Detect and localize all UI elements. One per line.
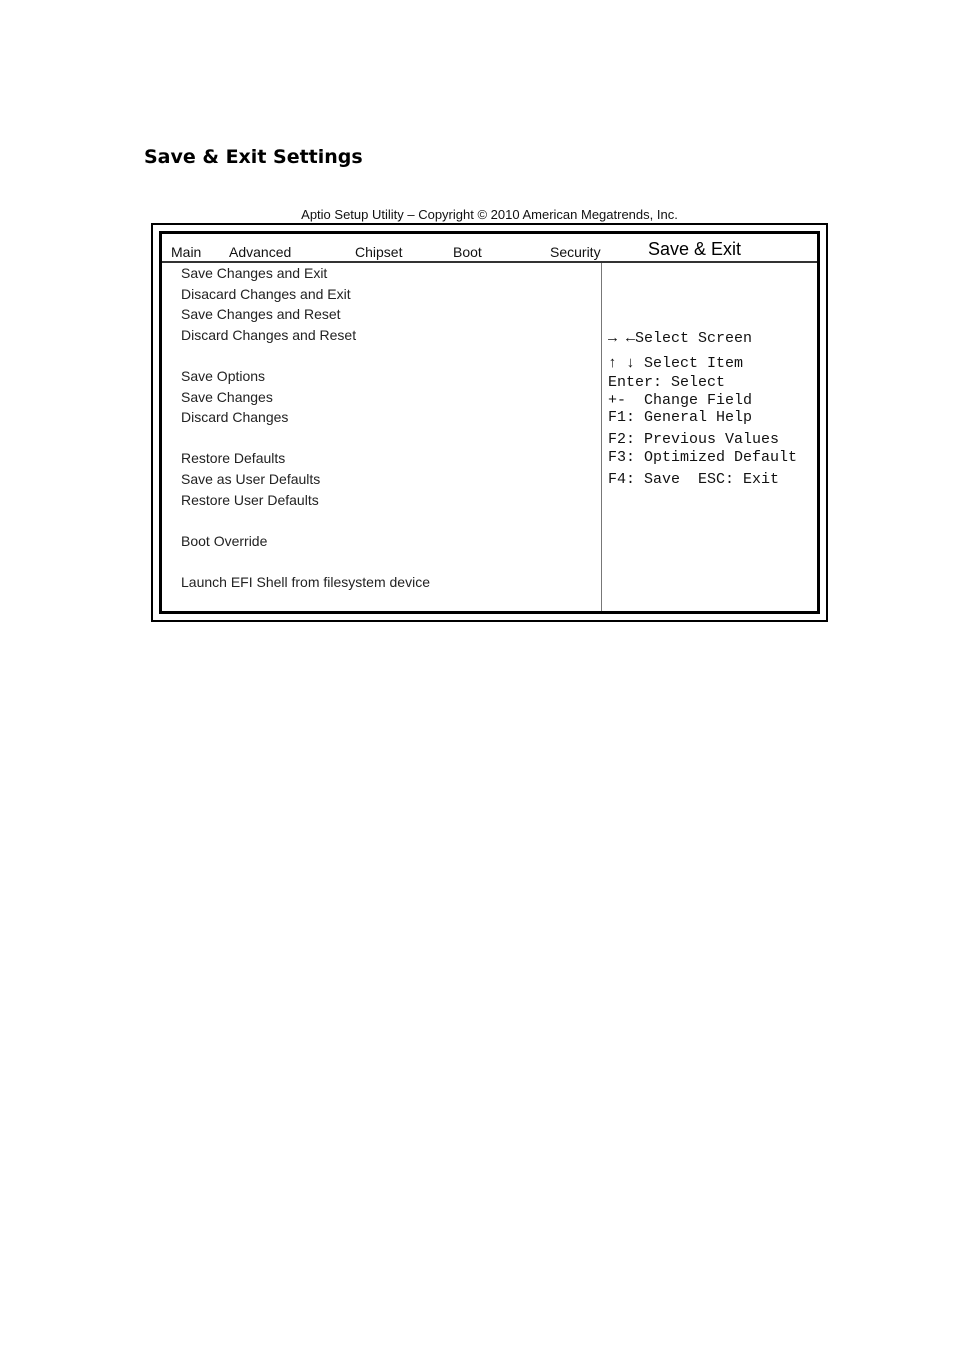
menu-item-launch-efi-shell[interactable]: Launch EFI Shell from filesystem device xyxy=(181,574,430,590)
help-previous-values: F2: Previous Values xyxy=(608,431,780,448)
menu-item-save-changes-and-reset[interactable]: Save Changes and Reset xyxy=(181,306,341,322)
bios-frame xyxy=(159,231,820,614)
help-optimized-default: F3: Optimized Default xyxy=(608,449,798,466)
help-select-item: ↑ ↓ Select Item xyxy=(608,355,744,372)
page-title: Save & Exit Settings xyxy=(144,146,363,168)
tab-security[interactable]: Security xyxy=(550,244,601,260)
bios-window xyxy=(151,223,828,622)
menu-item-boot-override: Boot Override xyxy=(181,533,268,549)
tab-save-exit[interactable]: Save & Exit xyxy=(648,239,742,259)
help-save-exit: F4: Save ESC: Exit xyxy=(608,471,780,488)
menu-list xyxy=(162,263,602,611)
menu-item-restore-defaults[interactable]: Restore Defaults xyxy=(181,450,286,466)
menu-item-discard-changes[interactable]: Discard Changes xyxy=(181,409,289,425)
tab-boot[interactable]: Boot xyxy=(453,244,482,260)
tab-main[interactable]: Main xyxy=(171,244,202,260)
pane-divider xyxy=(601,263,602,611)
menu-item-discard-changes-and-reset[interactable]: Discard Changes and Reset xyxy=(181,327,357,343)
menu-item-restore-user-defaults[interactable]: Restore User Defaults xyxy=(181,492,319,508)
help-select-screen: → ←Select Screen xyxy=(608,330,753,347)
bios-copyright: Aptio Setup Utility – Copyright © 2010 American Megatrends, Inc. xyxy=(301,207,678,222)
menu-item-save-changes[interactable]: Save Changes xyxy=(181,389,273,405)
help-enter-select: Enter: Select xyxy=(608,374,726,391)
bios-menu-bar xyxy=(162,234,817,263)
menu-item-save-changes-and-exit[interactable]: Save Changes and Exit xyxy=(181,265,328,281)
menu-item-save-options: Save Options xyxy=(181,368,266,384)
help-change-field: +- Change Field xyxy=(608,392,753,409)
help-general-help: F1: General Help xyxy=(608,409,753,426)
tab-advanced[interactable]: Advanced xyxy=(229,244,292,260)
tab-chipset[interactable]: Chipset xyxy=(355,244,403,260)
menu-item-discard-changes-and-exit[interactable]: Disacard Changes and Exit xyxy=(181,286,351,302)
menu-item-save-as-user-defaults[interactable]: Save as User Defaults xyxy=(181,471,321,487)
